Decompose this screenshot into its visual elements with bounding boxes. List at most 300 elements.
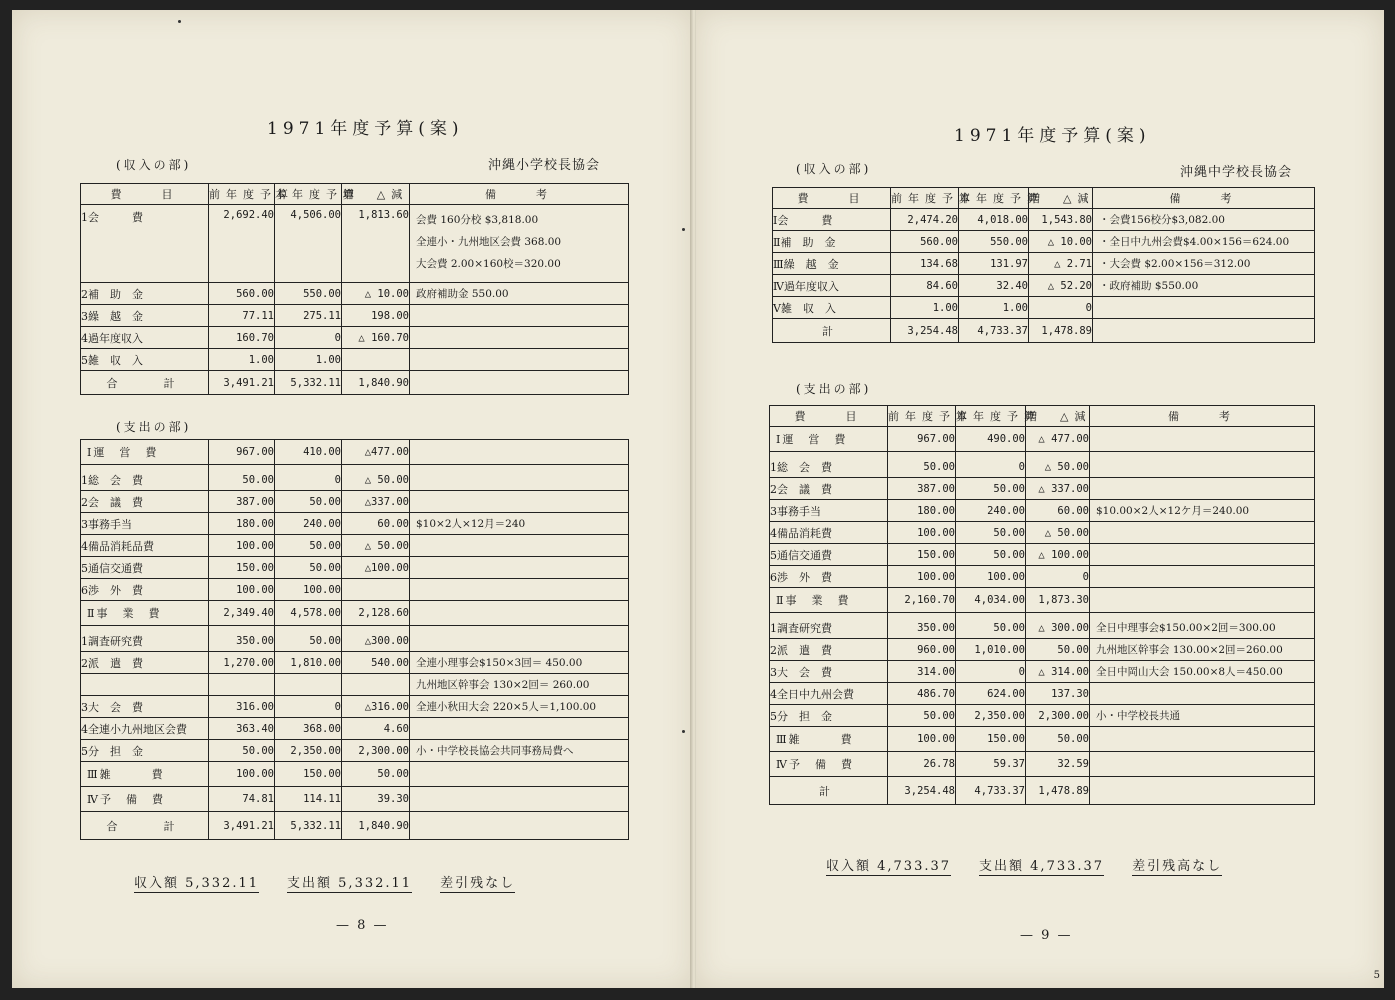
remarks <box>410 762 629 787</box>
prev-budget: 387.00 <box>209 491 275 513</box>
difference: △ 52.20 <box>1029 275 1093 297</box>
row-item: 2補 助 金 <box>81 283 209 305</box>
current-budget: 550.00 <box>275 283 342 305</box>
column-header: 前年度予算 <box>891 188 959 209</box>
table-row <box>770 500 1315 522</box>
remark-line: 全連小・九州地区会費 368.00 <box>416 236 562 248</box>
current-budget: 4,506.00 <box>275 205 342 283</box>
total-current: 5,332.11 <box>275 812 342 840</box>
group-item: Ⅰ運 営 費 <box>770 427 888 452</box>
prev-budget: 100.00 <box>209 535 275 557</box>
column-header: 備 考 <box>1090 406 1315 427</box>
group-item: Ⅱ事 業 費 <box>81 601 209 626</box>
column-header: 増 △減 <box>1026 406 1090 427</box>
total-row <box>81 812 629 840</box>
current-budget: 50.00 <box>275 626 342 652</box>
footer-item: 収入額 5,332.11 <box>134 872 259 893</box>
prev-budget: 1.00 <box>209 349 275 371</box>
difference <box>342 349 410 371</box>
current-budget: 368.00 <box>275 718 342 740</box>
table-row <box>770 639 1315 661</box>
difference: △300.00 <box>342 626 410 652</box>
table-row <box>770 613 1315 639</box>
prev-budget: 100.00 <box>209 579 275 601</box>
prev-budget: 967.00 <box>888 427 956 452</box>
prev-budget: 2,692.40 <box>209 205 275 283</box>
current-budget: 1.00 <box>959 297 1029 319</box>
remark-line: ・政府補助 $550.00 <box>1099 280 1199 292</box>
current-budget: 275.11 <box>275 305 342 327</box>
table-row <box>81 205 629 283</box>
current-budget: 50.00 <box>956 522 1026 544</box>
remarks <box>410 718 629 740</box>
prev-budget: 350.00 <box>209 626 275 652</box>
total-label: 合 計 <box>81 371 209 395</box>
remarks <box>410 557 629 579</box>
right-income-label: (収入の部) <box>796 162 872 176</box>
group-row <box>770 427 1315 452</box>
row-item: 4備品消耗費 <box>770 522 888 544</box>
table-row <box>81 740 629 762</box>
row-item: 3大 会 費 <box>81 696 209 718</box>
difference: 50.00 <box>1026 727 1090 752</box>
total-prev: 3,491.21 <box>209 812 275 840</box>
difference: 137.30 <box>1026 683 1090 705</box>
total-remarks <box>1093 319 1315 343</box>
remarks <box>1093 209 1315 231</box>
remarks <box>1090 683 1315 705</box>
row-item: 1総 会 費 <box>770 452 888 478</box>
total-remarks <box>410 371 629 395</box>
left-org: 沖縄小学校長協会 <box>488 158 601 173</box>
difference: △ 477.00 <box>1026 427 1090 452</box>
current-budget: 550.00 <box>959 231 1029 253</box>
row-item: Ⅳ過年度収入 <box>773 275 891 297</box>
current-budget: 150.00 <box>956 727 1026 752</box>
difference: 0 <box>1026 566 1090 588</box>
remarks <box>1090 522 1315 544</box>
row-item: 6渉 外 費 <box>81 579 209 601</box>
row-item: 4備品消耗品費 <box>81 535 209 557</box>
row-item: 5通信交通費 <box>81 557 209 579</box>
row-item: Ⅲ繰 越 金 <box>773 253 891 275</box>
prev-budget: 100.00 <box>888 566 956 588</box>
remarks <box>410 491 629 513</box>
right-page <box>696 10 1384 988</box>
remarks: $10.00×2人×12ケ月＝240.00 <box>1090 500 1315 522</box>
row-item: 4過年度収入 <box>81 327 209 349</box>
remarks <box>410 601 629 626</box>
difference: 32.59 <box>1026 752 1090 777</box>
current-budget <box>275 674 342 696</box>
footer-item: 支出額 4,733.37 <box>979 855 1104 876</box>
current-budget: 240.00 <box>275 513 342 535</box>
header-row <box>770 406 1315 427</box>
group-row <box>770 752 1315 777</box>
difference: △ 337.00 <box>1026 478 1090 500</box>
difference: △ 50.00 <box>342 465 410 491</box>
total-row <box>81 371 629 395</box>
current-budget: 50.00 <box>956 544 1026 566</box>
group-item: Ⅳ予 備 費 <box>81 787 209 812</box>
row-item: 4全日中九州会費 <box>770 683 888 705</box>
table-row <box>81 652 629 674</box>
row-item: 2派 遣 費 <box>770 639 888 661</box>
prev-budget: 180.00 <box>888 500 956 522</box>
remarks: 小・中学校長協会共同事務局費へ <box>410 740 629 762</box>
difference: △316.00 <box>342 696 410 718</box>
remarks: 全日中理事会$150.00×2回＝300.00 <box>1090 613 1315 639</box>
difference: 50.00 <box>342 762 410 787</box>
difference: △ 50.00 <box>1026 522 1090 544</box>
current-budget: 0 <box>275 696 342 718</box>
row-item: 3事務手当 <box>770 500 888 522</box>
remarks <box>1090 544 1315 566</box>
difference: 1,543.80 <box>1029 209 1093 231</box>
difference: 1,873.30 <box>1026 588 1090 613</box>
right-expense-label: (支出の部) <box>796 382 872 396</box>
current-budget: 50.00 <box>275 535 342 557</box>
prev-budget: 2,160.70 <box>888 588 956 613</box>
total-label: 計 <box>773 319 891 343</box>
binding-mark <box>682 730 685 733</box>
footer-item: 差引残高なし <box>1132 855 1222 876</box>
remark-line: 大会費 2.00×160校＝320.00 <box>416 258 561 270</box>
prev-budget: 150.00 <box>888 544 956 566</box>
remarks: 九州地区幹事会 130.00×2回＝260.00 <box>1090 639 1315 661</box>
total-prev: 3,491.21 <box>209 371 275 395</box>
header-row <box>81 184 629 205</box>
table-row <box>770 661 1315 683</box>
column-header: 前年度予算 <box>209 184 275 205</box>
table-row <box>773 231 1315 253</box>
remarks <box>1093 231 1315 253</box>
current-budget: 0 <box>275 327 342 349</box>
total-difference: 1,478.89 <box>1029 319 1093 343</box>
prev-budget: 100.00 <box>888 727 956 752</box>
current-budget: 2,350.00 <box>275 740 342 762</box>
table-row <box>770 478 1315 500</box>
remarks: 九州地区幹事会 130×2回＝ 260.00 <box>410 674 629 696</box>
row-item: 4全連小九州地区会費 <box>81 718 209 740</box>
right-title: 1971年度予算(案) <box>954 126 1151 146</box>
total-row <box>770 777 1315 805</box>
prev-budget: 2,349.40 <box>209 601 275 626</box>
current-budget: 0 <box>956 661 1026 683</box>
table-row <box>81 465 629 491</box>
group-item: Ⅱ事 業 費 <box>770 588 888 613</box>
current-budget: 4,034.00 <box>956 588 1026 613</box>
group-item: Ⅰ運 営 費 <box>81 440 209 465</box>
table-row <box>81 674 629 696</box>
remarks <box>410 349 629 371</box>
prev-budget: 150.00 <box>209 557 275 579</box>
table-row <box>81 349 629 371</box>
right-footer <box>826 855 1250 876</box>
current-budget: 32.40 <box>959 275 1029 297</box>
row-item: 5分 担 金 <box>81 740 209 762</box>
table-row <box>81 718 629 740</box>
column-header: 前年度予算 <box>888 406 956 427</box>
current-budget: 1,810.00 <box>275 652 342 674</box>
table-row <box>81 535 629 557</box>
prev-budget: 1,270.00 <box>209 652 275 674</box>
row-item: 3繰 越 金 <box>81 305 209 327</box>
difference: 2,300.00 <box>342 740 410 762</box>
table-row <box>773 297 1315 319</box>
total-remarks <box>1090 777 1315 805</box>
difference: △477.00 <box>342 440 410 465</box>
remarks <box>410 205 629 283</box>
group-row <box>770 727 1315 752</box>
prev-budget: 74.81 <box>209 787 275 812</box>
left-expense-table <box>80 439 629 840</box>
prev-budget: 50.00 <box>888 705 956 727</box>
prev-budget: 350.00 <box>888 613 956 639</box>
current-budget: 50.00 <box>956 478 1026 500</box>
remarks <box>410 305 629 327</box>
row-item <box>81 674 209 696</box>
difference: △ 300.00 <box>1026 613 1090 639</box>
remarks <box>410 465 629 491</box>
row-item: Ⅰ会 費 <box>773 209 891 231</box>
right-org: 沖縄中学校長協会 <box>1180 165 1293 180</box>
current-budget: 4,578.00 <box>275 601 342 626</box>
prev-budget: 100.00 <box>888 522 956 544</box>
difference: 540.00 <box>342 652 410 674</box>
difference: 0 <box>1029 297 1093 319</box>
difference: 4.60 <box>342 718 410 740</box>
column-header: 本年度予算 <box>956 406 1026 427</box>
remarks <box>410 283 629 305</box>
current-budget: 490.00 <box>956 427 1026 452</box>
remarks <box>410 535 629 557</box>
remarks <box>1090 452 1315 478</box>
corner-mark: 5 <box>1373 970 1380 981</box>
prev-budget: 2,474.20 <box>891 209 959 231</box>
current-budget: 150.00 <box>275 762 342 787</box>
current-budget: 0 <box>275 465 342 491</box>
right-page-number: — 9 — <box>1020 928 1073 943</box>
difference <box>342 674 410 696</box>
column-header: 費 目 <box>770 406 888 427</box>
column-header: 本年度予算 <box>959 188 1029 209</box>
remarks: 全連小理事会$150×3回＝ 450.00 <box>410 652 629 674</box>
prev-budget: 26.78 <box>888 752 956 777</box>
prev-budget: 50.00 <box>209 465 275 491</box>
difference: 2,300.00 <box>1026 705 1090 727</box>
prev-budget: 387.00 <box>888 478 956 500</box>
row-item: 2会 議 費 <box>770 478 888 500</box>
row-item: 2派 遣 費 <box>81 652 209 674</box>
remarks <box>410 579 629 601</box>
row-item: 1調査研究費 <box>81 626 209 652</box>
column-header: 費 目 <box>81 184 209 205</box>
difference: △ 160.70 <box>342 327 410 349</box>
row-item: Ⅱ補 助 金 <box>773 231 891 253</box>
binding-mark <box>178 20 181 23</box>
group-item: Ⅲ雑 費 <box>770 727 888 752</box>
current-budget: 50.00 <box>275 557 342 579</box>
group-row <box>81 440 629 465</box>
total-difference: 1,840.90 <box>342 371 410 395</box>
current-budget: 410.00 <box>275 440 342 465</box>
table-row <box>81 579 629 601</box>
table-row <box>770 566 1315 588</box>
difference: 60.00 <box>342 513 410 535</box>
remarks <box>410 440 629 465</box>
column-header: 増 △減 <box>342 184 410 205</box>
table-row <box>770 522 1315 544</box>
prev-budget: 77.11 <box>209 305 275 327</box>
remarks <box>1090 752 1315 777</box>
group-item: Ⅲ雑 費 <box>81 762 209 787</box>
table-row <box>81 696 629 718</box>
row-item: 1総 会 費 <box>81 465 209 491</box>
prev-budget: 967.00 <box>209 440 275 465</box>
prev-budget: 100.00 <box>209 762 275 787</box>
current-budget: 100.00 <box>956 566 1026 588</box>
difference: 50.00 <box>1026 639 1090 661</box>
remarks <box>1090 727 1315 752</box>
footer-item: 差引残なし <box>440 872 515 893</box>
remark-line: 会費 160分校 $3,818.00 <box>416 214 539 226</box>
difference: △ 100.00 <box>1026 544 1090 566</box>
remarks <box>1090 566 1315 588</box>
prev-budget: 1.00 <box>891 297 959 319</box>
row-item: 6渉 外 費 <box>770 566 888 588</box>
total-label: 計 <box>770 777 888 805</box>
prev-budget: 180.00 <box>209 513 275 535</box>
left-footer <box>134 872 543 893</box>
total-difference: 1,478.89 <box>1026 777 1090 805</box>
row-item: 1会 費 <box>81 205 209 283</box>
left-expense-label: (支出の部) <box>116 420 192 434</box>
prev-budget <box>209 674 275 696</box>
current-budget: 2,350.00 <box>956 705 1026 727</box>
total-difference: 1,840.90 <box>342 812 410 840</box>
row-item: 1調査研究費 <box>770 613 888 639</box>
table-row <box>81 557 629 579</box>
remarks <box>1093 297 1315 319</box>
table-row <box>81 305 629 327</box>
binding-mark <box>682 228 685 231</box>
row-item: 3大 会 費 <box>770 661 888 683</box>
remarks <box>1093 275 1315 297</box>
prev-budget: 314.00 <box>888 661 956 683</box>
table-row <box>770 544 1315 566</box>
table-row <box>81 283 629 305</box>
group-row <box>81 762 629 787</box>
row-item: 3事務手当 <box>81 513 209 535</box>
current-budget: 59.37 <box>956 752 1026 777</box>
difference: △337.00 <box>342 491 410 513</box>
table-row <box>81 513 629 535</box>
difference: △100.00 <box>342 557 410 579</box>
total-current: 4,733.37 <box>959 319 1029 343</box>
right-income-table <box>772 187 1315 343</box>
right-expense-table <box>769 405 1315 805</box>
current-budget: 1,010.00 <box>956 639 1026 661</box>
remark-line: ・大会費 $2.00×156＝312.00 <box>1099 258 1251 270</box>
total-prev: 3,254.48 <box>888 777 956 805</box>
difference: 2,128.60 <box>342 601 410 626</box>
current-budget: 0 <box>956 452 1026 478</box>
row-item: Ⅴ雑 収 入 <box>773 297 891 319</box>
left-income-label: (収入の部) <box>116 158 192 172</box>
column-header: 備 考 <box>1093 188 1315 209</box>
remark-line: ・全日中九州会費$4.00×156＝624.00 <box>1099 236 1290 248</box>
remarks <box>410 626 629 652</box>
prev-budget: 50.00 <box>888 452 956 478</box>
row-item: 2会 議 費 <box>81 491 209 513</box>
remarks <box>1090 478 1315 500</box>
group-item: Ⅳ予 備 費 <box>770 752 888 777</box>
prev-budget: 560.00 <box>209 283 275 305</box>
remarks: 小・中学校長共通 <box>1090 705 1315 727</box>
header-row <box>773 188 1315 209</box>
total-prev: 3,254.48 <box>891 319 959 343</box>
column-header: 備 考 <box>410 184 629 205</box>
remarks <box>1090 588 1315 613</box>
group-row <box>81 787 629 812</box>
current-budget: 240.00 <box>956 500 1026 522</box>
prev-budget: 560.00 <box>891 231 959 253</box>
total-current: 5,332.11 <box>275 371 342 395</box>
difference <box>342 579 410 601</box>
prev-budget: 50.00 <box>209 740 275 762</box>
table-row <box>773 209 1315 231</box>
current-budget: 131.97 <box>959 253 1029 275</box>
table-row <box>81 327 629 349</box>
current-budget: 4,018.00 <box>959 209 1029 231</box>
total-label: 合 計 <box>81 812 209 840</box>
column-header: 増 △減 <box>1029 188 1093 209</box>
difference: △ 314.00 <box>1026 661 1090 683</box>
left-income-table <box>80 183 629 395</box>
difference: 39.30 <box>342 787 410 812</box>
current-budget: 100.00 <box>275 579 342 601</box>
prev-budget: 363.40 <box>209 718 275 740</box>
remarks <box>1093 253 1315 275</box>
difference: △ 50.00 <box>1026 452 1090 478</box>
difference: △ 50.00 <box>342 535 410 557</box>
table-row <box>81 491 629 513</box>
table-row <box>81 626 629 652</box>
current-budget: 50.00 <box>956 613 1026 639</box>
column-header: 本年度予算 <box>275 184 342 205</box>
row-item: 5雑 収 入 <box>81 349 209 371</box>
remarks <box>410 787 629 812</box>
left-title: 1971年度予算(案) <box>267 119 464 139</box>
table-row <box>770 452 1315 478</box>
prev-budget: 160.70 <box>209 327 275 349</box>
column-header: 費 目 <box>773 188 891 209</box>
footer-item: 支出額 5,332.11 <box>287 872 412 893</box>
group-row <box>770 588 1315 613</box>
row-item: 5通信交通費 <box>770 544 888 566</box>
total-remarks <box>410 812 629 840</box>
remarks: 全連小秋田大会 220×5人＝1,100.00 <box>410 696 629 718</box>
prev-budget: 316.00 <box>209 696 275 718</box>
prev-budget: 486.70 <box>888 683 956 705</box>
prev-budget: 84.60 <box>891 275 959 297</box>
prev-budget: 960.00 <box>888 639 956 661</box>
group-row <box>81 601 629 626</box>
current-budget: 624.00 <box>956 683 1026 705</box>
total-current: 4,733.37 <box>956 777 1026 805</box>
remarks: $10×2人×12月＝240 <box>410 513 629 535</box>
